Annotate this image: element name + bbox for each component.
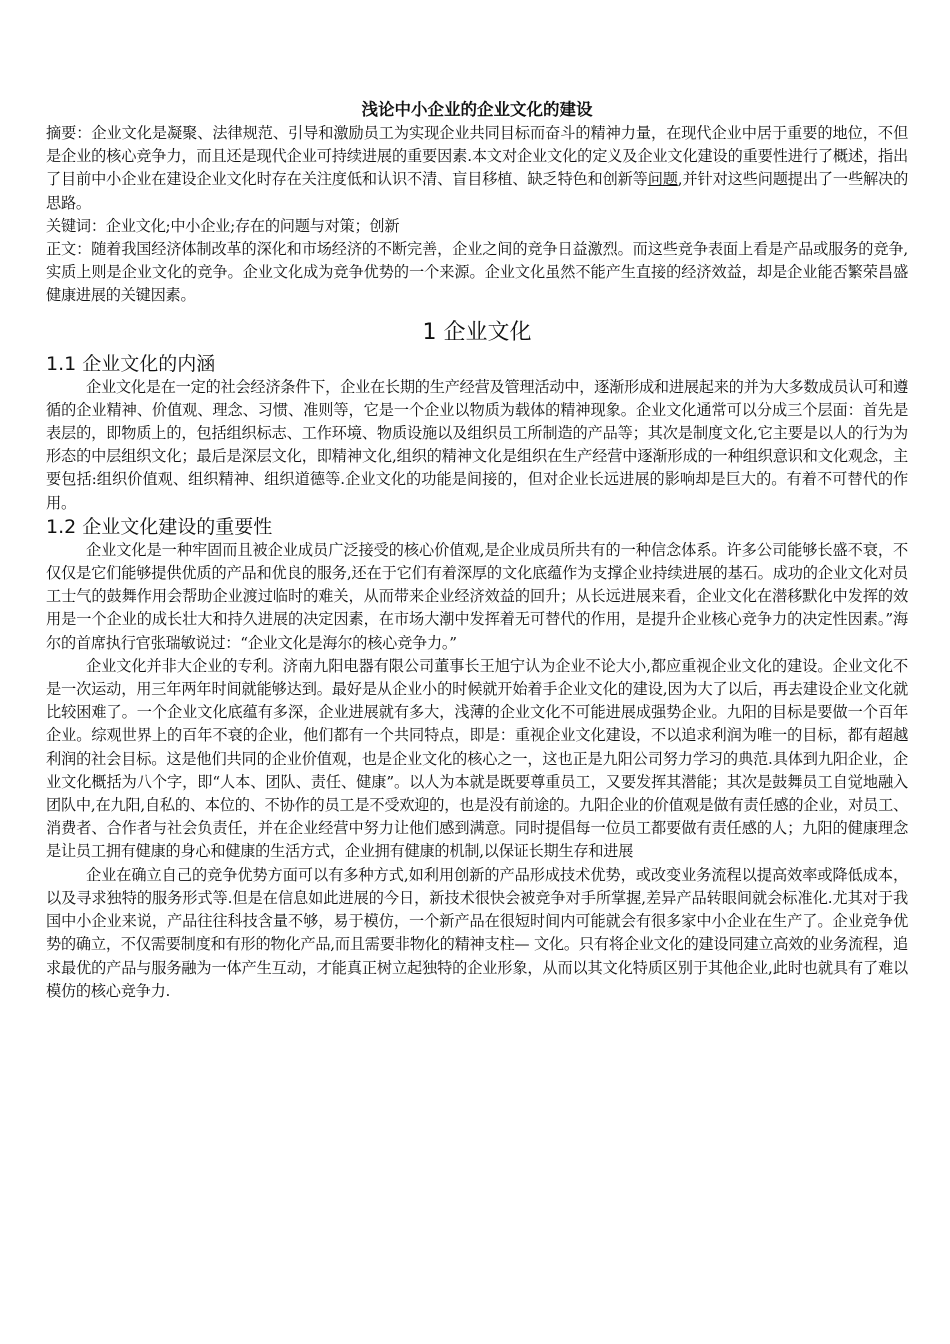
abstract-problem-link[interactable]: 问题 [647,170,678,189]
section-heading-1: 1 企业文化 [422,319,532,345]
paragraph-1-1: 企业文化是在一定的社会经济条件下，企业在长期的生产经营及管理活动中，逐渐形成和进展起来的并为大多数成员认可和遵循的企业精神、价值观、理念、习惯、准则等，它是一个企业以物质为载体的精神现象。企业文化通常可以分成三个层面：首先是表层的，即物质上的，包括组织标志、工作环境、物质设施以及组织员工所制造的产品等；其次是制度文化,它主要是以人的行为为形态的中层组织文化；最后是深层文化，即精神文化,组织的精神文化是组织在生产经营中逐渐形成的一种组织意识和文化观念，主要包括:组织价值观、组织精神、组织道德等.企业文化的功能是间接的，但对企业长远进展的影响却是巨大的。有着不可替代的作用。 [46,377,908,512]
abstract-text: 摘要：企业文化是凝聚、法律规范、引导和激励员工为实现企业共同目标而奋斗的精神力量，在现代企业中居于重要的地位，不但是企业的核心竞争力，而且还是现代企业可持续进展的重要因素.本文对企业文化的定义及企业文化建设的重要性进行了概述，指出了目前中小企业在建设企业文化时存在关注度低和认识不清、盲目移植、缺乏特色和创新等 [46,124,908,189]
paragraph-1-2-a: 企业文化是一种牢固而且被企业成员广泛接受的核心价值观,是企业成员所共有的一种信念体系。许多公司能够长盛不衰，不仅仅是它们能够提供优质的产品和优良的服务,还在于它们有着深厚的文化底蕴作为支撑企业持续进展的基石。成功的企业文化对员工士气的鼓舞作用会帮助企业渡过临时的难关，从而带来企业经济效益的回升；从长远进展来看，企业文化在潜移默化中发挥的效用是一个企业的成长壮大和持久进展的决定因素，在市场大潮中发挥着无可替代的作用，是提升企业核心竞争力的决定性因素。”海尔的首席执行官张瑞敏说过：“企业文化是海尔的核心竞争力。” [46,540,908,652]
document-page [46,98,908,1003]
document-title: 浅论中小企业的企业文化的建设 [361,100,593,119]
abstract-text-end: ,并针对这些问题提出了一些解决的思路。 [46,170,909,212]
subsection-heading-1-2: 1.2 企业文化建设的重要性 [46,515,273,538]
paragraph-1-2-c: 企业在确立自己的竞争优势方面可以有多种方式,如利用创新的产品形成技术优势，或改变业务流程以提高效率或降低成本，以及寻求独特的服务形式等.但是在信息如此进展的今日，新技术很快会被竞争对手所掌握,差异产品转眼间就会标准化.尤其对于我国中小企业来说，产品往往科技含量不够，易于模仿，一个新产品在很短时间内可能就会有很多家中小企业在生产了。企业竞争优势的确立，不仅需要制度和有形的物化产品,而且需要非物化的精神支柱— 文化。只有将企业文化的建设同建立高效的业务流程，追求最优的产品与服务融为一体产生互动，才能真正树立起独特的企业形象，从而以其文化特质区别于其他企业,此时也就具有了难以模仿的核心竞争力. [46,865,908,1000]
paragraph-1-2-b: 企业文化并非大企业的专利。济南九阳电器有限公司董事长王旭宁认为企业不论大小,都应重视企业文化的建设。企业文化不是一次运动，用三年两年时间就能够达到。最好是从企业小的时候就开始着手企业文化的建设,因为大了以后，再去建设企业文化就比较困难了。一个企业文化底蕴有多深，企业进展就有多大，浅薄的企业文化不可能进展成强势企业。九阳的目标是要做一个百年企业。综观世界上的百年不衰的企业，他们都有一个共同特点，即是：重视企业文化建设，不以追求利润为唯一的目标，都有超越利润的社会目标。这是他们共同的企业价值观，也是企业文化的核心之一，这也正是九阳公司努力学习的典范.具体到九阳企业，企业文化概括为八个字，即“人本、团队、责任、健康”。以人为本就是既要尊重员工，又要发挥其潜能；其次是鼓舞员工自觉地融入团队中,在九阳,自私的、本位的、不协作的员工是不受欢迎的，也是没有前途的。九阳企业的价值观是做有责任感的企业，对员工、消费者、合作者与社会负责任，并在企业经营中努力让他们感到满意。同时提倡每一位员工都要做有责任感的人；九阳的健康理念是让员工拥有健康的身心和健康的生活方式，企业拥有健康的机制,以保证长期生存和进展 [46,656,908,861]
keywords-line: 关键词：企业文化;中小企业;存在的问题与对策；创新 [46,216,400,235]
abstract-paragraph [46,122,908,215]
subsection-heading-1-1: 1.1 企业文化的内涵 [46,352,216,375]
main-text-intro: 正文：随着我国经济体制改革的深化和市场经济的不断完善，企业之间的竞争日益激烈。而这些竞争表面上看是产品或服务的竞争,实质上则是企业文化的竞争。企业文化成为竞争优势的一个来源。企业文化虽然不能产生直接的经济效益，却是企业能否繁荣昌盛健康进展的关键因素。 [46,240,908,305]
